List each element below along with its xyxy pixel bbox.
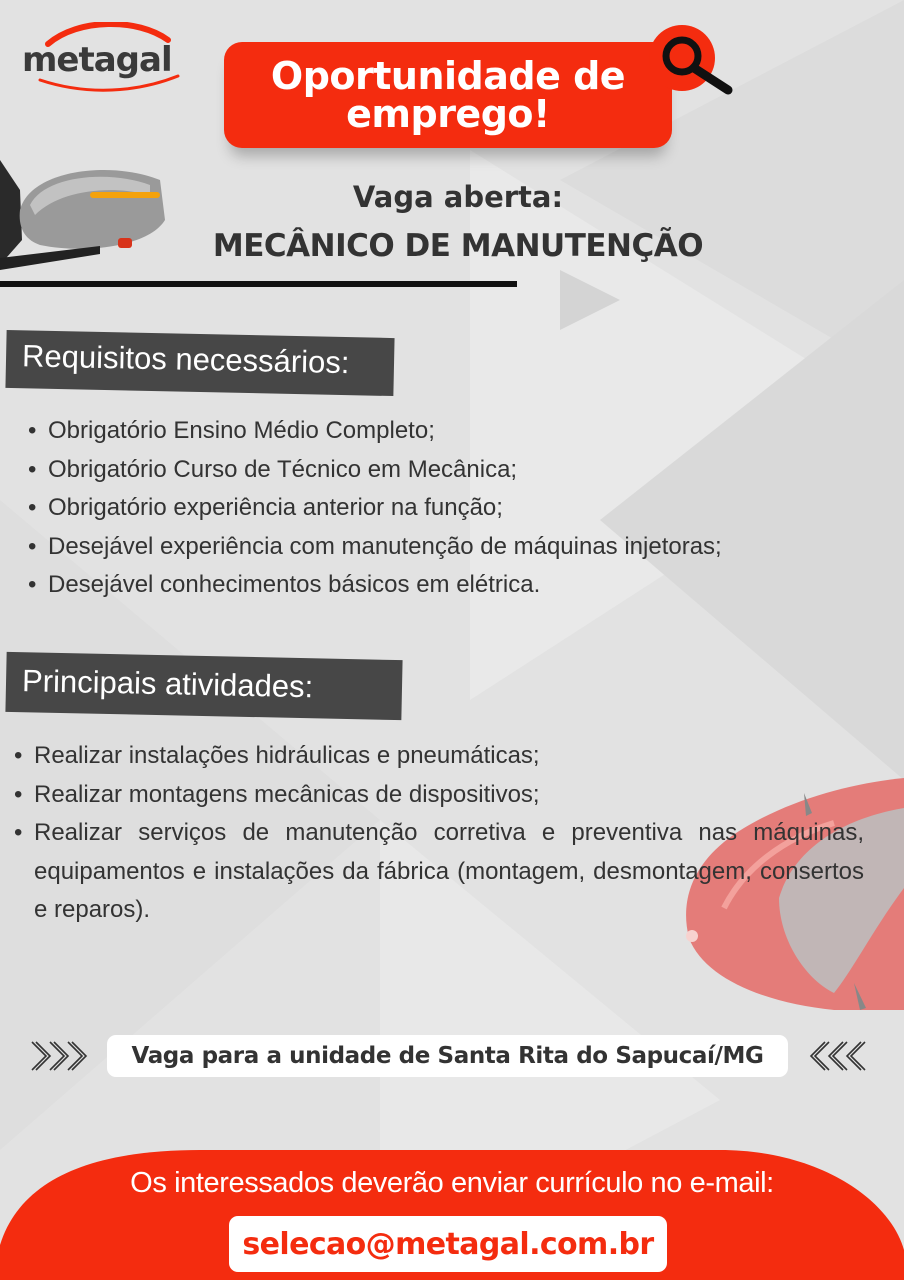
chevrons-right-icon	[30, 1036, 92, 1076]
location-badge: Vaga para a unidade de Santa Rita do Sapucaí/MG	[107, 1035, 788, 1077]
footer-instruction: Os interessados deverão enviar currículo no e-mail:	[130, 1167, 774, 1199]
list-item: • Obrigatório experiência anterior na função;	[26, 489, 866, 528]
list-item: • Obrigatório Curso de Técnico em Mecânica;	[26, 451, 866, 490]
list-item: • Realizar instalações hidráulicas e pneumáticas;	[12, 737, 864, 776]
chevrons-left-icon	[805, 1036, 867, 1076]
activities-heading: Principais atividades:	[5, 652, 402, 720]
list-item: • Realizar serviços de manutenção corretiva e preventiva nas máquinas, equipamentos e instalações da fábrica (montagem, desmontagem, consertos e reparos).	[12, 814, 864, 930]
metagal-logo	[18, 22, 188, 92]
requirements-heading: Requisitos necessários:	[5, 330, 394, 396]
list-item: • Obrigatório Ensino Médio Completo;	[26, 412, 866, 451]
email-address[interactable]: selecao@metagal.com.br	[229, 1216, 667, 1272]
list-item: • Desejável conhecimentos básicos em elétrica.	[26, 566, 866, 605]
magnifier-icon	[648, 24, 738, 98]
car-mirror-icon	[0, 150, 175, 275]
list-item: • Desejável experiência com manutenção de máquinas injetoras;	[26, 528, 866, 567]
title-banner	[224, 42, 672, 148]
banner-title: Oportunidade de emprego!	[270, 54, 626, 136]
job-title: MECÂNICO DE MANUTENÇÃO	[212, 228, 704, 264]
job-label: Vaga aberta:	[352, 180, 564, 214]
requirements-list	[26, 412, 866, 605]
title-divider	[0, 281, 517, 287]
activities-list	[12, 737, 864, 930]
logo-text: metagal	[22, 40, 172, 80]
list-item: • Realizar montagens mecânicas de dispositivos;	[12, 776, 864, 815]
